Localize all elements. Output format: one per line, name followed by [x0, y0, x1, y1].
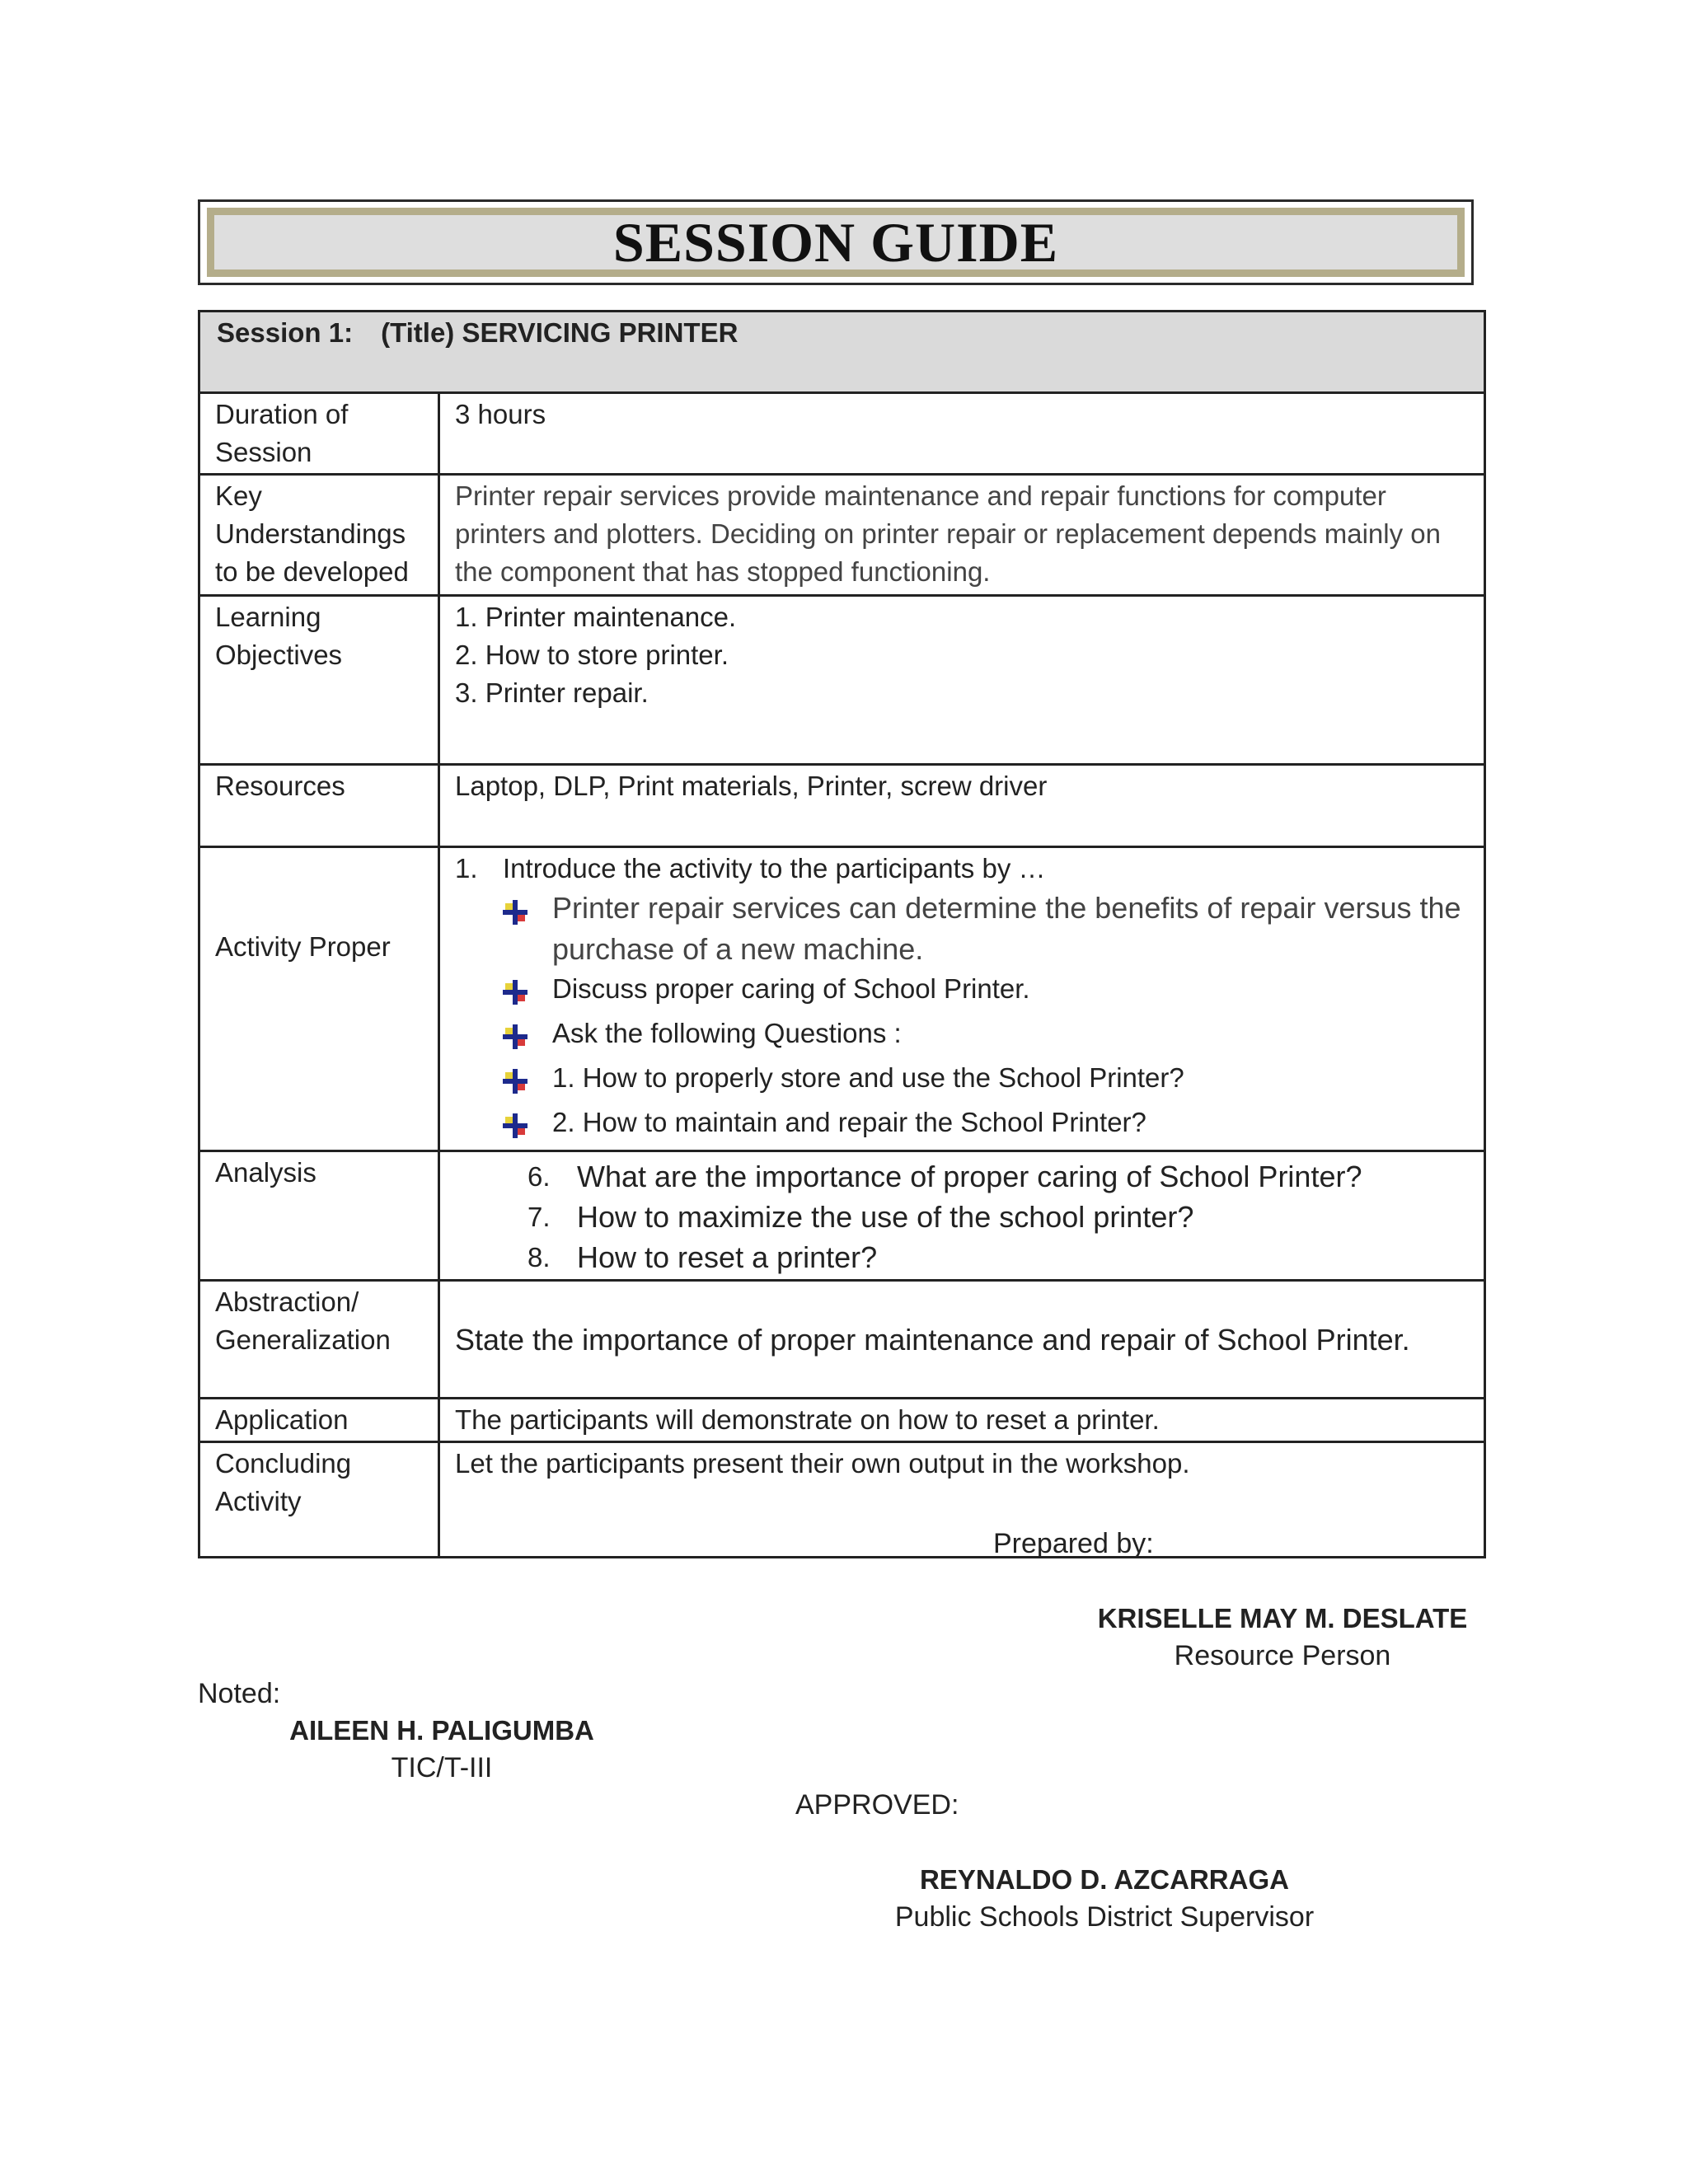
resources-row [199, 765, 1485, 847]
list-item: 3. Printer repair. [455, 677, 649, 708]
abstraction-row [199, 1281, 1485, 1399]
arrow-bullet-icon [503, 1015, 552, 1059]
list-item: 2. How to store printer. [455, 640, 729, 670]
list-item: Ask the following Questions : [503, 1015, 1469, 1059]
application-label: Application [199, 1399, 439, 1442]
list-item: 1. How to properly store and use the School Printer? [503, 1059, 1469, 1104]
prepared-by-label: Prepared by: [993, 1528, 1154, 1559]
session-number: Session 1: [217, 317, 354, 348]
list-item: 8. How to reset a printer? [528, 1240, 878, 1274]
list-item: 6. What are the importance of proper caring of School Printer? [528, 1160, 1362, 1193]
analysis-list [455, 1154, 1469, 1277]
concluding-value: Let the participants present their own output in the workshop. [439, 1442, 1485, 1558]
abstraction-value: State the importance of proper maintenance and repair of School Printer. [455, 1323, 1410, 1357]
resources-value: Laptop, DLP, Print materials, Printer, screw driver [439, 765, 1485, 847]
arrow-bullet-icon [503, 1059, 552, 1104]
activity-intro [455, 850, 1469, 888]
concluding-label: Concluding Activity [199, 1442, 439, 1558]
analysis-row [199, 1151, 1485, 1281]
session-title: (Title) SERVICING PRINTER [381, 317, 738, 348]
arrow-bullet-icon [503, 970, 552, 1015]
activity-proper-label: Activity Proper [215, 931, 391, 962]
activity-intro-number: 1. [455, 853, 478, 883]
application-value: The participants will demonstrate on how to reset a printer. [439, 1399, 1485, 1442]
learning-objectives-row [199, 596, 1485, 765]
duration-label: Duration of Session [199, 393, 439, 475]
page-title: SESSION GUIDE [612, 210, 1059, 274]
list-item: Discuss proper caring of School Printer. [503, 970, 1469, 1015]
concluding-row [199, 1442, 1485, 1558]
list-item: 2. How to maintain and repair the School Printer? [503, 1104, 1469, 1148]
duration-value: 3 hours [439, 393, 1485, 475]
learning-objectives-label: Learning Objectives [199, 596, 439, 765]
noted-role: TIC/T-III [391, 1752, 493, 1783]
title-banner [198, 199, 1474, 285]
activity-proper-row [199, 847, 1485, 1151]
key-understandings-value: Printer repair services provide maintenance and repair functions for computer printers and plotters. Deciding on printer repair or replacement depends mainly on the component that has stopped functioning. [439, 475, 1485, 596]
activity-intro-text: Introduce the activity to the participants by … [503, 853, 1046, 883]
arrow-bullet-icon [503, 888, 552, 935]
analysis-label: Analysis [199, 1151, 439, 1281]
key-understandings-label: Key Understandings to be developed [199, 475, 439, 596]
arrow-bullet-icon [503, 1104, 552, 1148]
noted-name: AILEEN H. PALIGUMBA [289, 1715, 594, 1746]
session-guide-table [198, 310, 1486, 1558]
learning-objectives-list [439, 596, 1485, 765]
preparer-name: KRISELLE MAY M. DESLATE [1097, 1603, 1468, 1633]
list-item: 1. Printer maintenance. [455, 602, 737, 632]
noted-label: Noted: [198, 1678, 281, 1709]
approver-role: Public Schools District Supervisor [894, 1901, 1315, 1933]
approved-label: APPROVED: [795, 1789, 959, 1821]
activity-proper-content [439, 847, 1485, 1151]
resources-label: Resources [199, 765, 439, 847]
abstraction-label: Abstraction/ Generalization [199, 1281, 439, 1399]
session-header-row [199, 312, 1485, 393]
list-item: 7. How to maximize the use of the school printer? [528, 1200, 1194, 1234]
application-row [199, 1399, 1485, 1442]
list-item: Printer repair services can determine the benefits of repair versus the purchase of a new machine. [503, 888, 1469, 970]
approver-name: REYNALDO D. AZCARRAGA [920, 1864, 1289, 1895]
duration-row [199, 393, 1485, 475]
preparer-role: Resource Person [1174, 1640, 1391, 1671]
key-understandings-row [199, 475, 1485, 596]
